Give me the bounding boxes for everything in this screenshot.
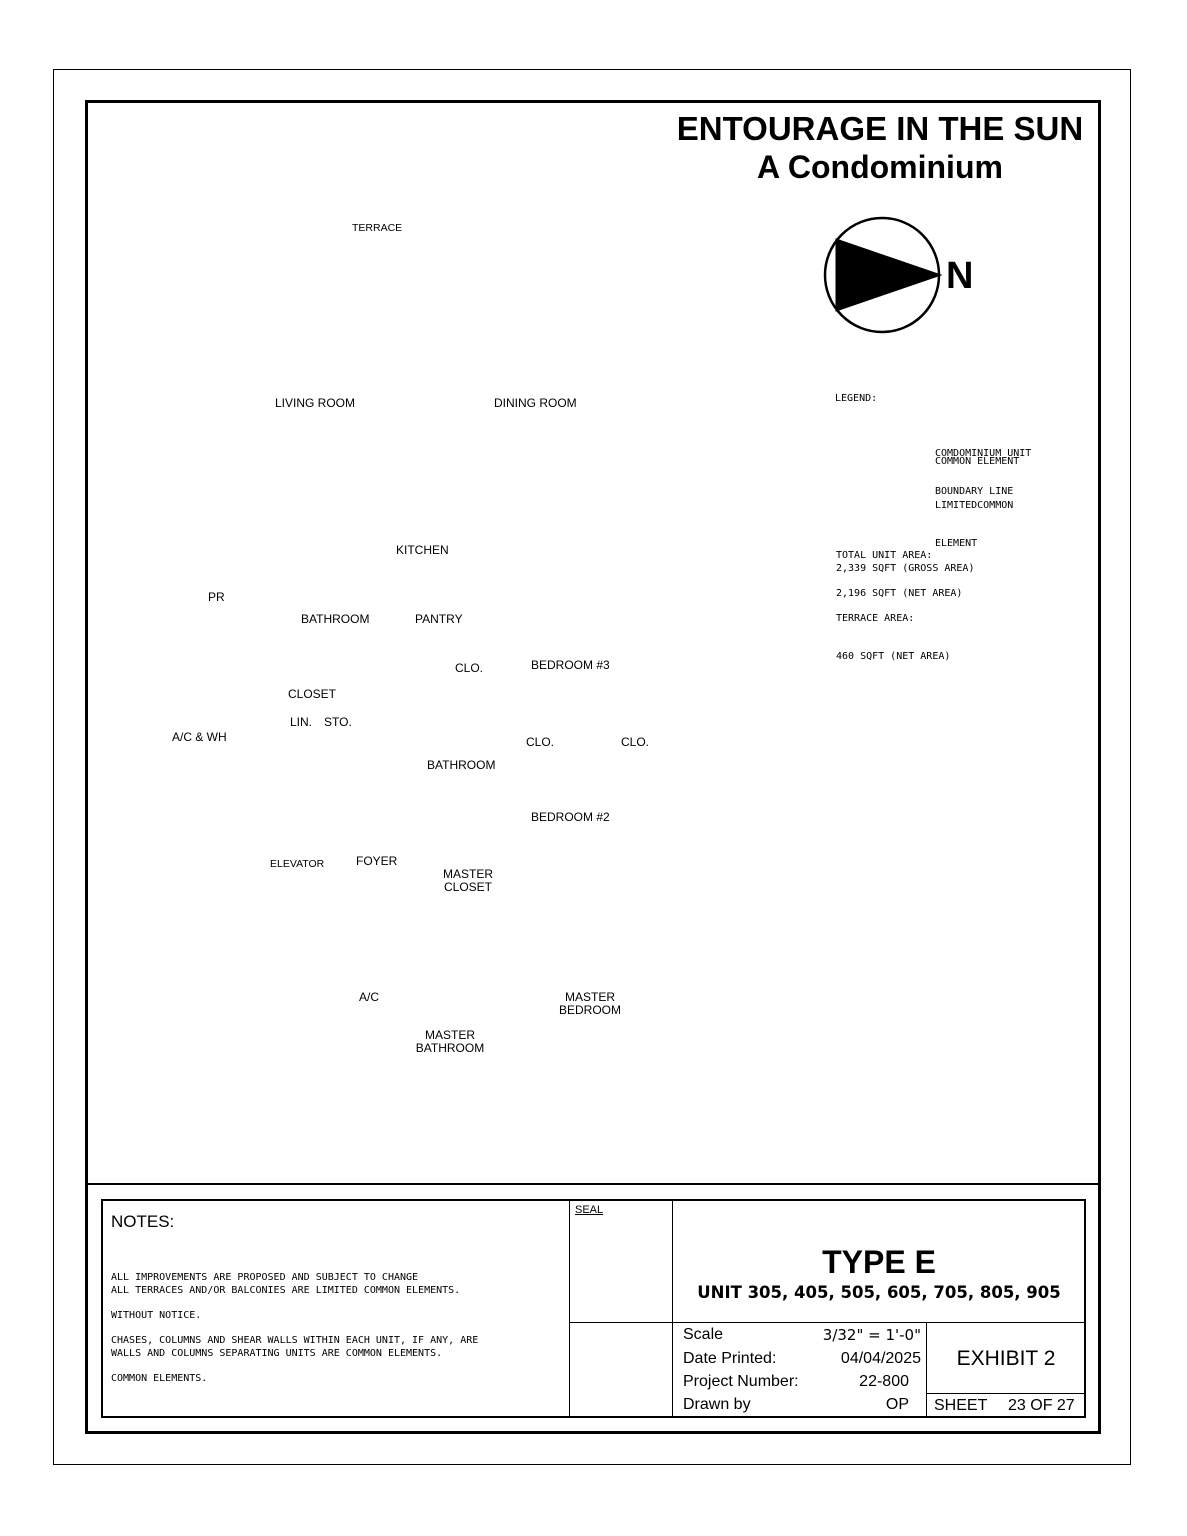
room-elevator: ELEVATOR <box>270 858 325 870</box>
room-master-closet-line1: MASTER <box>442 867 494 881</box>
seal-divider <box>569 1199 570 1418</box>
unit-numbers: UNIT 305, 405, 505, 605, 705, 805, 905 <box>697 1283 1061 1302</box>
north-label: N <box>946 255 974 297</box>
room-master-bathroom-line1: MASTER <box>424 1028 476 1042</box>
room-linen: LIN. <box>290 715 313 729</box>
room-pantry: PANTRY <box>415 612 463 626</box>
legend-title: LEGEND: <box>835 393 878 404</box>
room-kitchen: KITCHEN <box>396 543 449 557</box>
date-label: Date Printed: <box>683 1350 777 1367</box>
room-bedroom-3: BEDROOM #3 <box>531 658 610 672</box>
scale-value: 3/32" = 1'-0" <box>822 1326 921 1344</box>
project-value: 22-800 <box>859 1373 909 1390</box>
project-label: Project Number: <box>683 1373 799 1390</box>
note-3-line2: COMMON ELEMENTS. <box>111 1372 208 1384</box>
title-block-separator <box>85 1183 1101 1185</box>
room-bedroom-2: BEDROOM #2 <box>531 810 610 824</box>
room-closet-small: CLO. <box>526 735 555 749</box>
total-unit-area-title: TOTAL UNIT AREA: <box>836 550 933 561</box>
terrace-net-area: 460 SQFT (NET AREA) <box>836 650 951 662</box>
room-storage: STO. <box>324 715 352 729</box>
exhibit-number: EXHIBIT 2 <box>956 1347 1056 1370</box>
room-terrace: TERRACE <box>352 222 403 234</box>
drawn-value: OP <box>885 1396 909 1413</box>
info-divider <box>672 1199 673 1418</box>
info-top-line <box>569 1322 1086 1323</box>
note-1-line1: ALL IMPROVEMENTS ARE PROPOSED AND SUBJECT TO CHANGE <box>111 1272 419 1283</box>
project-subtitle: A Condominium <box>757 149 1003 185</box>
unit-type: TYPE E <box>822 1244 936 1280</box>
gross-area: 2,339 SQFT (GROSS AREA) <box>836 563 975 574</box>
seal-label: SEAL <box>575 1204 604 1216</box>
legend-item-unit-boundary-line1: COMDOMINIUM UNIT <box>935 448 1032 459</box>
room-master-bedroom-line2: BEDROOM <box>558 1003 622 1017</box>
note-1-line2: WITHOUT NOTICE. <box>111 1309 202 1321</box>
room-living-room: LIVING ROOM <box>275 396 356 410</box>
sheet-label: SHEET <box>934 1397 988 1414</box>
room-closet: CLOSET <box>288 687 337 701</box>
room-master-bathroom-line2: BATHROOM <box>415 1041 485 1055</box>
drawn-label: Drawn by <box>683 1396 751 1413</box>
legend-item-limited-common-line2: ELEMENT <box>935 537 978 549</box>
terrace-area <box>836 588 950 676</box>
legend-item-limited-common-line1: LIMITEDCOMMON <box>935 500 1014 511</box>
project-title: ENTOURAGE IN THE SUN <box>676 110 1084 147</box>
note-2: ALL TERRACES AND/OR BALCONIES ARE LIMITED COMMON ELEMENTS. <box>111 1285 461 1296</box>
legend-item-common-element: COMMON ELEMENT <box>935 456 1020 467</box>
scale-label: Scale <box>683 1326 724 1343</box>
legend-item-unit-boundary-line2: BOUNDARY LINE <box>935 485 1014 497</box>
room-master-bathroom <box>416 1029 484 1055</box>
date-value: 04/04/2025 <box>840 1350 921 1367</box>
room-master-closet-line2: CLOSET <box>443 880 493 894</box>
north-arrow-icon <box>822 215 944 337</box>
room-master-closet <box>443 868 493 894</box>
room-foyer: FOYER <box>356 854 398 868</box>
room-ac: A/C <box>359 990 380 1004</box>
room-ac-wh: A/C & WH <box>172 730 227 744</box>
net-area: 2,196 SQFT (NET AREA) <box>836 587 963 599</box>
room-bathroom: BATHROOM <box>301 612 370 626</box>
note-4: WALLS AND COLUMNS SEPARATING UNITS ARE COMMON ELEMENTS. <box>111 1348 443 1359</box>
room-dining-room: DINING ROOM <box>494 396 577 410</box>
room-master-bedroom <box>559 991 621 1017</box>
terrace-area-title: TERRACE AREA: <box>836 613 915 624</box>
room-closet-small: CLO. <box>621 735 650 749</box>
room-closet-small: CLO. <box>455 661 484 675</box>
room-master-bedroom-line1: MASTER <box>564 990 616 1004</box>
sheet-top-line <box>926 1393 1086 1394</box>
note-3-line1: CHASES, COLUMNS AND SHEAR WALLS WITHIN EACH UNIT, IF ANY, ARE <box>111 1335 479 1346</box>
sheet-number: 23 OF 27 <box>1008 1397 1075 1414</box>
notes-title: NOTES: <box>111 1212 175 1231</box>
room-pr: PR <box>208 590 225 604</box>
room-bathroom: BATHROOM <box>427 758 496 772</box>
